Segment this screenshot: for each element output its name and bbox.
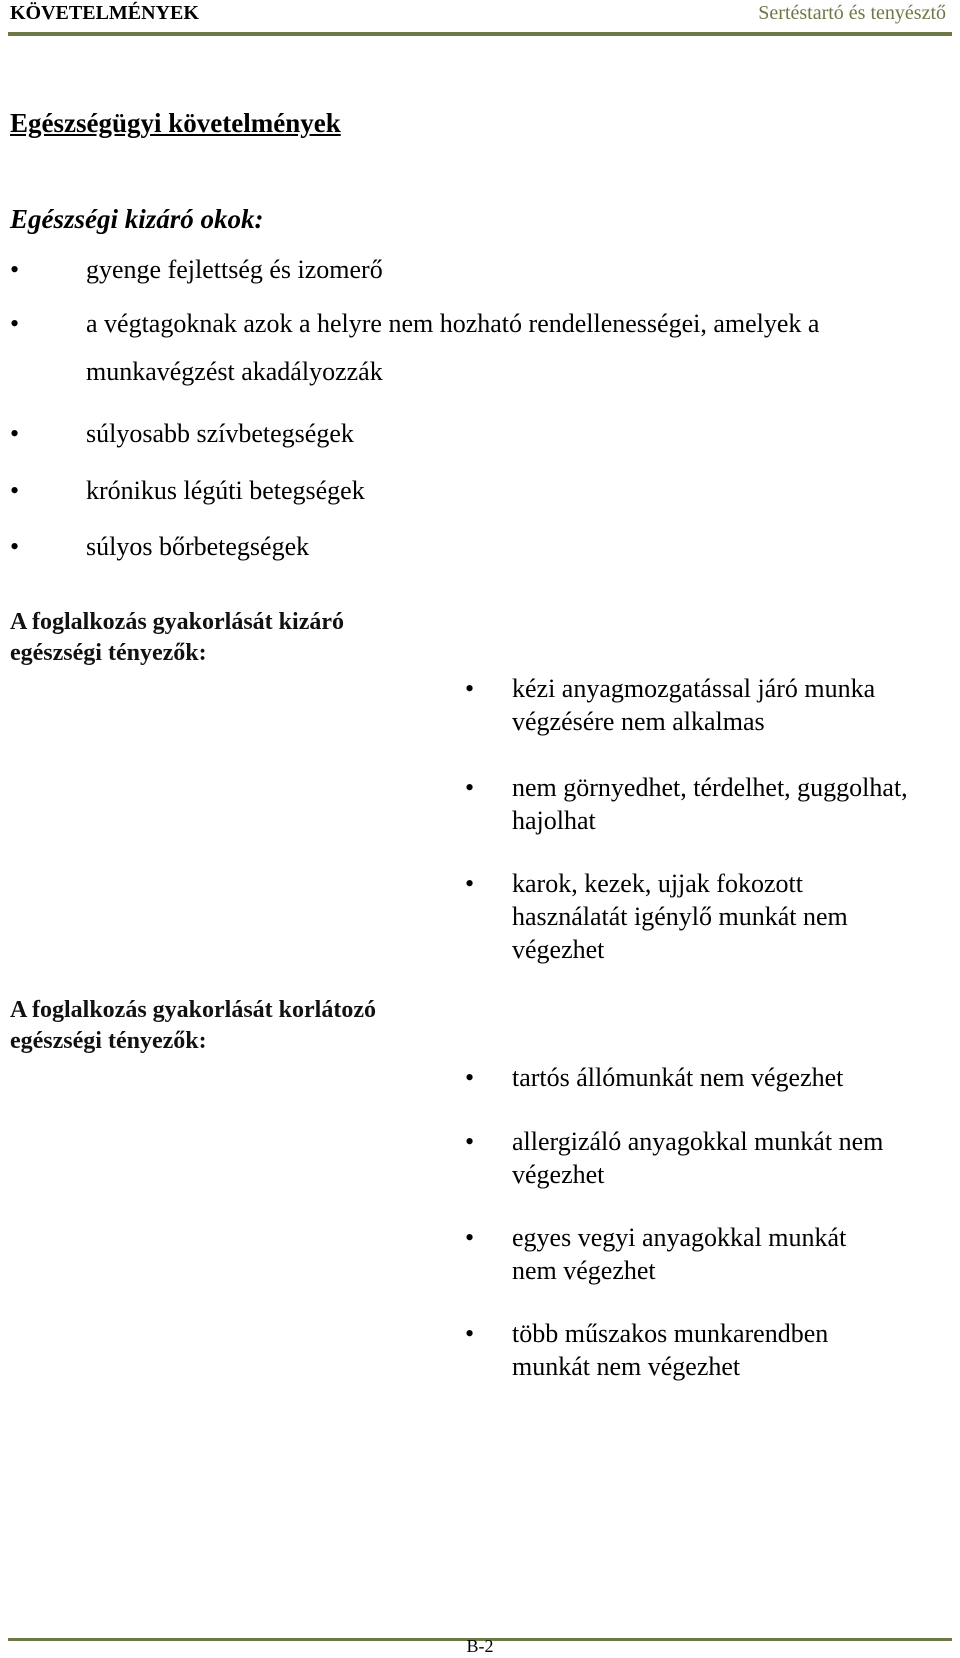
bullet-icon: • — [10, 419, 20, 448]
list-item: • súlyosabb szívbetegségek — [10, 408, 930, 460]
list-item: • kézi anyagmozgatással járó munka végzésére nem alkalmas — [465, 674, 876, 736]
bullet-icon: • — [465, 1063, 475, 1092]
bullet-icon: • — [10, 476, 20, 505]
list-item: • karok, kezek, ujjak fokozott használatát igénylő munkát nem végezhet — [465, 869, 848, 964]
limiting-factors-label: A foglalkozás gyakorlását korlátozó egészségi tényezők: — [10, 997, 376, 1054]
page-number: B-2 — [466, 1636, 494, 1656]
bullet-icon: • — [465, 1127, 475, 1156]
list-item: • tartós állómunkát nem végezhet — [465, 1063, 844, 1092]
page-title: Egészségügyi követelmények — [10, 108, 341, 138]
list-item: • nem görnyedhet, térdelhet, guggolhat, hajolhat — [465, 773, 908, 835]
exclusion-factors-label: A foglalkozás gyakorlását kizáró egészségi tényezők: — [10, 609, 344, 666]
header-divider — [8, 32, 952, 36]
bullet-icon: • — [465, 1319, 475, 1348]
list-item: • a végtagoknak azok a helyre nem hozható rendellenességei, amelyek a munkavégzést akadályozzák — [10, 300, 930, 396]
bullet-icon: • — [465, 674, 475, 703]
header-document-title: Sertéstartó és tenyésztő — [758, 2, 946, 24]
header-section-title: KÖVETELMÉNYEK — [10, 2, 199, 24]
bullet-icon: • — [10, 309, 20, 338]
list-item: • súlyos bőrbetegségek — [10, 521, 930, 573]
list-item: • krónikus légúti betegségek — [10, 465, 930, 517]
list-item: • egyes vegyi anyagokkal munkát nem végezhet — [465, 1223, 847, 1285]
list-item: • több műszakos munkarendben munkát nem végezhet — [465, 1319, 829, 1381]
bullet-icon: • — [10, 255, 20, 284]
bullet-icon: • — [465, 869, 475, 898]
bullet-icon: • — [465, 773, 475, 802]
list-item: • allergizáló anyagokkal munkát nem végezhet — [465, 1127, 884, 1189]
list-item: • gyenge fejlettség és izomerő — [10, 244, 930, 296]
exclusion-heading: Egészségi kizáró okok: — [10, 204, 264, 234]
bullet-icon: • — [10, 532, 20, 561]
bullet-icon: • — [465, 1223, 475, 1252]
